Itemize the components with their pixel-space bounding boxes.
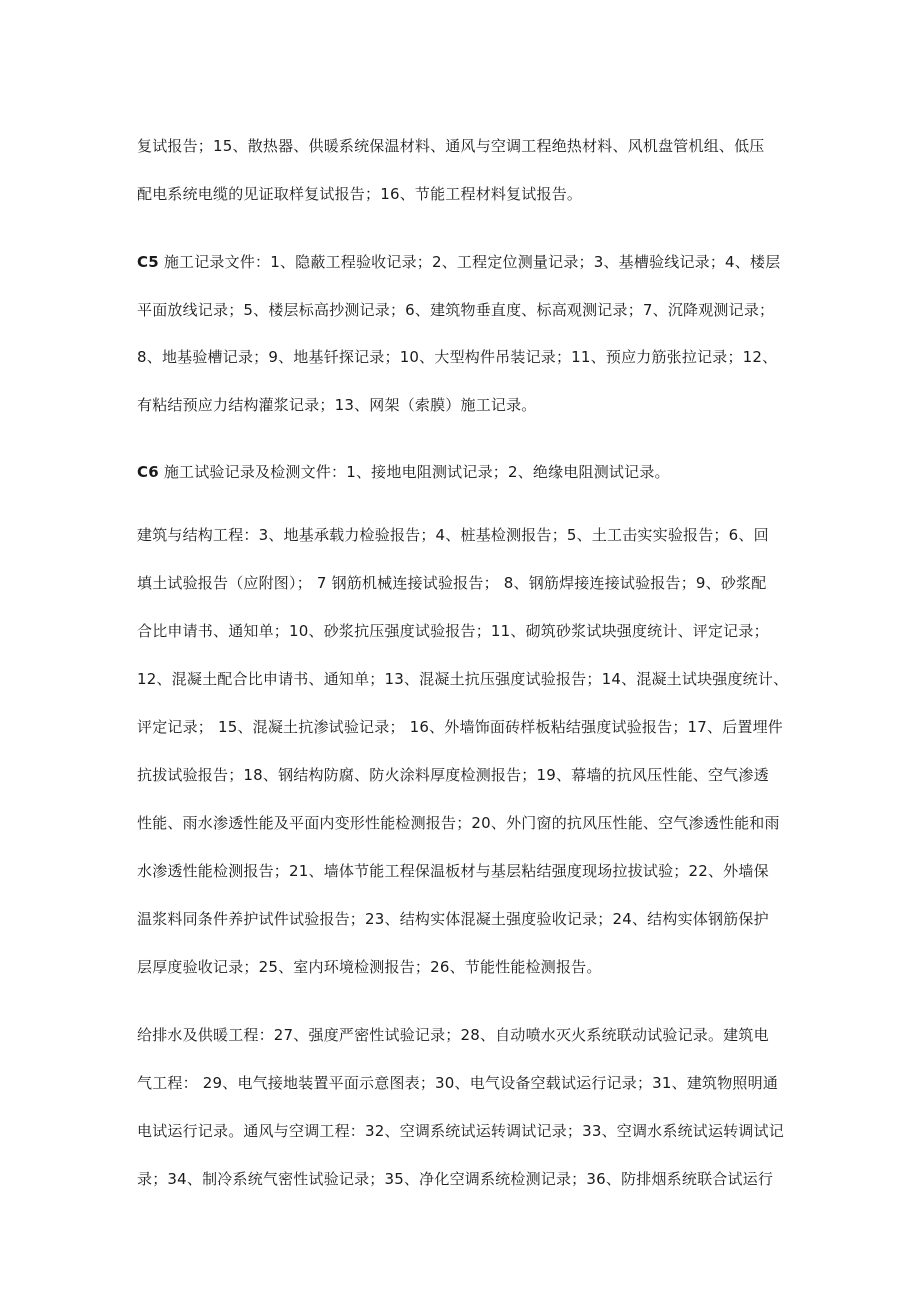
text-line: 层厚度验收记录；25、室内环境检测报告；26、节能性能检测报告。 [137, 958, 602, 976]
text-line: 填土试验报告（应附图）； 7 钢筋机械连接试验报告； 8、钢筋焊接连接试验报告；9、砂浆配 [137, 574, 767, 592]
text-line: 气工程： 29、电气接地装置平面示意图表；30、电气设备空载试运行记录；31、建筑物照明通 [137, 1074, 779, 1092]
text-line: 性能、雨水渗透性能及平面内变形性能检测报告；20、外门窗的抗风压性能、空气渗透性能和雨 [137, 814, 780, 832]
text-line [137, 252, 780, 272]
text-line: 录；34、制冷系统气密性试验记录；35、净化空调系统检测记录；36、防排烟系统联合试运行 [137, 1170, 774, 1188]
text-line: 12、混凝土配合比申请书、通知单；13、混凝土抗压强度试验报告；14、混凝土试块强度统计、 [137, 670, 789, 688]
section-heading-c6: C6 [137, 463, 159, 481]
text-line-content: 施工试验记录及检测文件：1、接地电阻测试记录；2、绝缘电阻测试记录。 [163, 463, 670, 481]
text-line: 建筑与结构工程：3、地基承载力检验报告；4、桩基检测报告；5、土工击实实验报告；6、回 [137, 526, 769, 544]
text-line: 评定记录； 15、混凝土抗渗试验记录； 16、外墙饰面砖样板粘结强度试验报告；17、后置埋件 [137, 718, 784, 736]
text-line: 配电系统电缆的见证取样复试报告；16、节能工程材料复试报告。 [137, 185, 583, 203]
text-line-content: 施工记录文件：1、隐蔽工程验收记录；2、工程定位测量记录；3、基槽验线记录；4、楼层 [163, 253, 781, 271]
text-line: 抗拔试验报告；18、钢结构防腐、防火涂料厚度检测报告；19、幕墙的抗风压性能、空气渗透 [137, 766, 769, 784]
text-line: 有粘结预应力结构灌浆记录；13、网架（索膜）施工记录。 [137, 396, 537, 414]
text-line: 复试报告；15、散热器、供暖系统保温材料、通风与空调工程绝热材料、风机盘管机组、低压 [137, 137, 765, 155]
section-heading-c5: C5 [137, 253, 159, 271]
text-line: 电试运行记录。通风与空调工程：32、空调系统试运转调试记录；33、空调水系统试运转调试记 [137, 1122, 784, 1140]
text-line: 8、地基验槽记录；9、地基钎探记录；10、大型构件吊装记录；11、预应力筋张拉记录；12、 [137, 348, 778, 366]
text-line: 平面放线记录；5、楼层标高抄测记录；6、建筑物垂直度、标高观测记录；7、沉降观测记录； [137, 301, 775, 319]
text-line: 给排水及供暖工程：27、强度严密性试验记录；28、自动喷水灭火系统联动试验记录。建筑电 [137, 1026, 769, 1044]
text-line: 温浆料同条件养护试件试验报告；23、结构实体混凝土强度验收记录；24、结构实体钢筋保护 [137, 910, 769, 928]
text-line: 合比申请书、通知单；10、砂浆抗压强度试验报告；11、砌筑砂浆试块强度统计、评定记录； [137, 622, 769, 640]
text-line [137, 462, 670, 482]
text-line: 水渗透性能检测报告；21、墙体节能工程保温板材与基层粘结强度现场拉拔试验；22、外墙保 [137, 862, 769, 880]
